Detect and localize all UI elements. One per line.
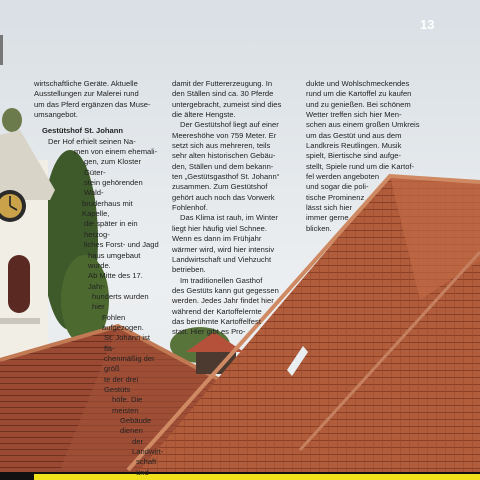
text-line: wärmer wird, wird hier intensiv [172, 244, 275, 254]
text-line: hunderts wurden hier [92, 291, 149, 312]
text-line: betrieben. [172, 265, 206, 275]
text-line: die ältere Hengste. [172, 110, 236, 120]
text-line: Wenn es dann im Frühjahr [172, 234, 262, 244]
paragraph-1 [172, 79, 294, 120]
text-line: sehr alten historischen Gebäu- [172, 151, 276, 161]
intro-paragraph [34, 79, 160, 120]
text-line: umsangebot. [34, 110, 78, 120]
text-line: Landkreis Reutlingen. Musik [306, 141, 402, 151]
text-line: Meereshöhe von 759 Meter. Er [172, 130, 277, 140]
text-line: stein gehörenden Wald- [84, 178, 143, 198]
text-line: ten „Gestütsgasthof St. Johann“ [172, 172, 280, 182]
text-line: blicken. [306, 223, 332, 233]
text-line: Gebäude dienen [120, 416, 152, 436]
text-line: Wetter treffen sich hier Men- [306, 110, 402, 120]
paragraph-3 [172, 213, 294, 275]
text-line: spielt, Biertische sind aufge- [306, 151, 401, 161]
text-line: schen aus einem großen Umkreis [306, 120, 420, 130]
text-line: den Ställen sind ca. 30 Pferde [172, 89, 274, 99]
text-line: liches Forst- und Jagd [84, 240, 159, 250]
text-line: Fohlen aufgezogen. [102, 312, 144, 332]
text-line: stellt, Spiele rund um die Kartof- [306, 161, 415, 171]
text-line: lässt sich hier [306, 203, 353, 213]
text-line: schaft und [136, 457, 157, 477]
paragraph-4 [172, 276, 294, 338]
text-line: und sogar die poli- [306, 182, 369, 192]
text-line: haus umgebaut wurde. [88, 250, 141, 270]
text-line: bruderhaus mit Kapelle, [82, 198, 133, 219]
text-line: die später in ein herzog- [84, 219, 138, 239]
text-line: St. Johann ist flä- [104, 333, 151, 353]
text-line: Landwirtschaft und Viehzucht [172, 254, 272, 264]
text-line: damit der Futtererzeugung. In [172, 79, 273, 88]
text-column-1 [34, 79, 164, 478]
text-line: das berühmte Kartoffelfest [172, 316, 261, 326]
text-line: immer gerne [306, 213, 349, 223]
text-column-3 [306, 79, 438, 234]
text-line: chenmäßig der größ [104, 353, 155, 374]
text-line: untergebracht, zumeist sind dies [172, 99, 282, 109]
text-line: Ab Mitte des 17. Jahr- [88, 271, 143, 291]
text-line: Der Hof erhielt seinen Na- [48, 136, 136, 146]
text-line: liegt hier häufig viel Schnee. [172, 223, 267, 233]
text-line: und zu genießen. Bei schönem [306, 99, 411, 109]
text-line: statt. Hier gibt es Pro- [172, 327, 246, 337]
text-line: gen, zum Kloster Güter- [84, 157, 141, 177]
paragraph-2 [172, 120, 294, 213]
text-line: den, Ställen und dem bekann- [172, 161, 274, 171]
text-line: Der Gestütshof liegt auf einer [180, 120, 279, 130]
text-column-2 [172, 79, 294, 338]
text-line: des Gestüts kann gut gegessen [172, 285, 279, 295]
text-line: der Landwirt- [132, 436, 164, 457]
text-line: Im traditionellen Gasthof [180, 275, 263, 285]
text-line: um das Pferd ergänzen das Muse- [34, 99, 151, 109]
page-number: 13 [420, 17, 435, 32]
text-line: setzt sich aus mehreren, teils [172, 141, 271, 151]
text-line: während der Kartoffelernte [172, 306, 262, 316]
text-line: dukte und Wohlschmeckendes [306, 79, 410, 88]
text-line: fel werden angeboten [306, 172, 380, 182]
text-line: gehört auch noch das Vorwerk [172, 192, 275, 202]
text-line: Das Klima ist rauh, im Winter [180, 213, 278, 223]
text-line: Fohlenhof. [172, 203, 208, 213]
text-line: zusammen. Zum Gestütshof [172, 182, 268, 192]
text-line: wirtschaftliche Geräte. Aktuelle [34, 79, 138, 88]
body-paragraph [48, 136, 164, 478]
text-line: tische Prominenz [306, 192, 365, 202]
section-heading: Gestütshof St. Johann [42, 126, 124, 136]
text-line: um das Gestüt und aus dem [306, 130, 402, 140]
text-line: te der drei Gestüts [104, 374, 139, 394]
text-line: höfe. Die meisten [112, 395, 143, 415]
text-line: men von einem ehemali- [74, 147, 158, 157]
text-line: werden. Jedes Jahr findet hier [172, 296, 274, 306]
text-line: rund um die Kartoffel zu kaufen [306, 89, 412, 99]
text-line: Ausstellungen zur Malerei rund [34, 89, 139, 99]
